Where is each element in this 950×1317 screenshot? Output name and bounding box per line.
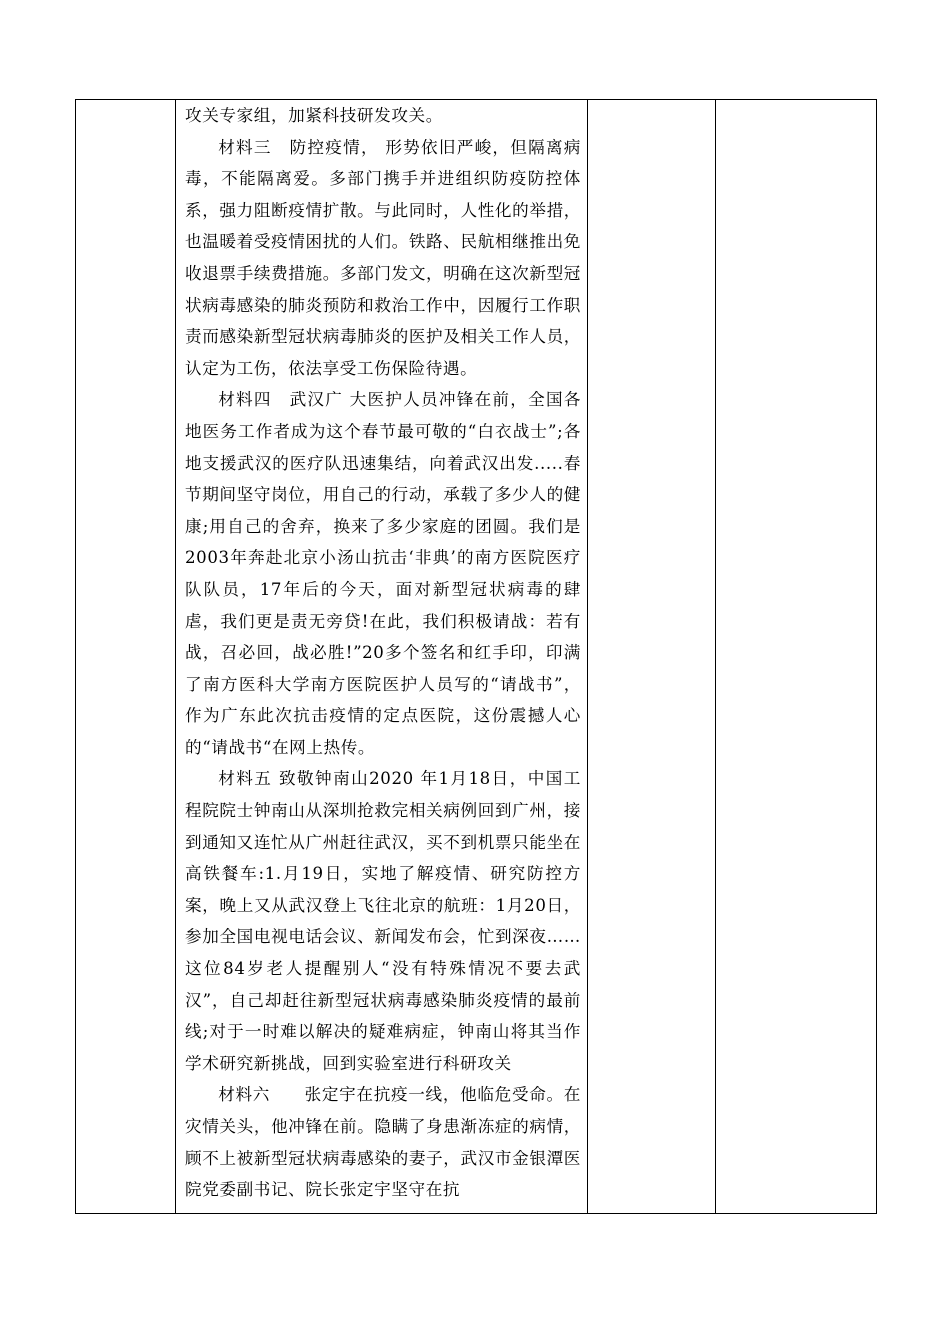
- paragraph-material-5: 材料五 致敬钟南山2020 年1月18日，中国工程院院士钟南山从深圳抢救完相关病例回到广州，接到通知又连忙从广州赶往武汉，买不到机票只能坐在高铁餐车:1.月19日，实地了解疫情、研究防控方案，晚上又从武汉登上飞往北京的航班：1月20日，参加全国电视电话会议、新闻发布会，忙到深夜……这位84岁老人提醒别人“没有特殊情况不要去武汉”，自己却赶往新型冠状病毒感染肺炎疫情的最前线;对于一时难以解决的疑难病症，钟南山将其当作学术研究新挑战，回到实验室进行科研攻关: [185, 769, 581, 1073]
- paragraph-material-4: 材料四 武汉广 大医护人员冲锋在前，全国各地医务工作者成为这个春节最可敬的“白衣战士”;各地支援武汉的医疗队迅速集结，向着武汉出发.....春节期间坚守岗位，用自己的行动，承载了多少人的健康;用自己的舍弃，换来了多少家庭的团圆。我们是2003年奔赴北京小汤山抗击‘非典’的南方医院医疗队队员，17年后的今天，面对新型冠状病毒的肆虐，我们更是责无旁贷!在此，我们积极请战：若有战，召必回，战必胜!”20多个签名和红手印，印满了南方医科大学南方医院医护人员写的“请战书”，作为广东此次抗击疫情的定点医院，这份震撼人心的“请战书“在网上热传。: [185, 390, 581, 757]
- material-text: [176, 100, 587, 1206]
- empty-cell-third: [588, 100, 716, 1214]
- paragraph-material-6: 材料六 张定宇在抗疫一线，他临危受命。在灾情关头，他冲锋在前。隐瞒了身患渐冻症的病情，顾不上被新型冠状病毒感染的妻子，武汉市金银潭医院党委副书记、院长张定宇坚守在抗: [185, 1085, 581, 1200]
- table-row: [76, 100, 877, 1214]
- paragraph-intro: 攻关专家组，加紧科技研发攻关。: [185, 106, 443, 125]
- empty-cell-right: [716, 100, 877, 1214]
- material-cell: [176, 100, 588, 1214]
- empty-cell-left: [76, 100, 176, 1214]
- lesson-table: [75, 99, 877, 1214]
- paragraph-material-3: 材料三 防控疫情， 形势依旧严峻，但隔离病毒，不能隔离爱。多部门携手并进组织防疫防控体系，强力阻断疫情扩散。与此同时，人性化的举措，也温暖着受疫情困扰的人们。铁路、民航相继推出免收退票手续费措施。多部门发文，明确在这次新型冠状病毒感染的肺炎预防和救治工作中，因履行工作职责而感染新型冠状病毒肺炎的医护及相关工作人员，认定为工伤，依法享受工伤保险待遇。: [185, 137, 581, 378]
